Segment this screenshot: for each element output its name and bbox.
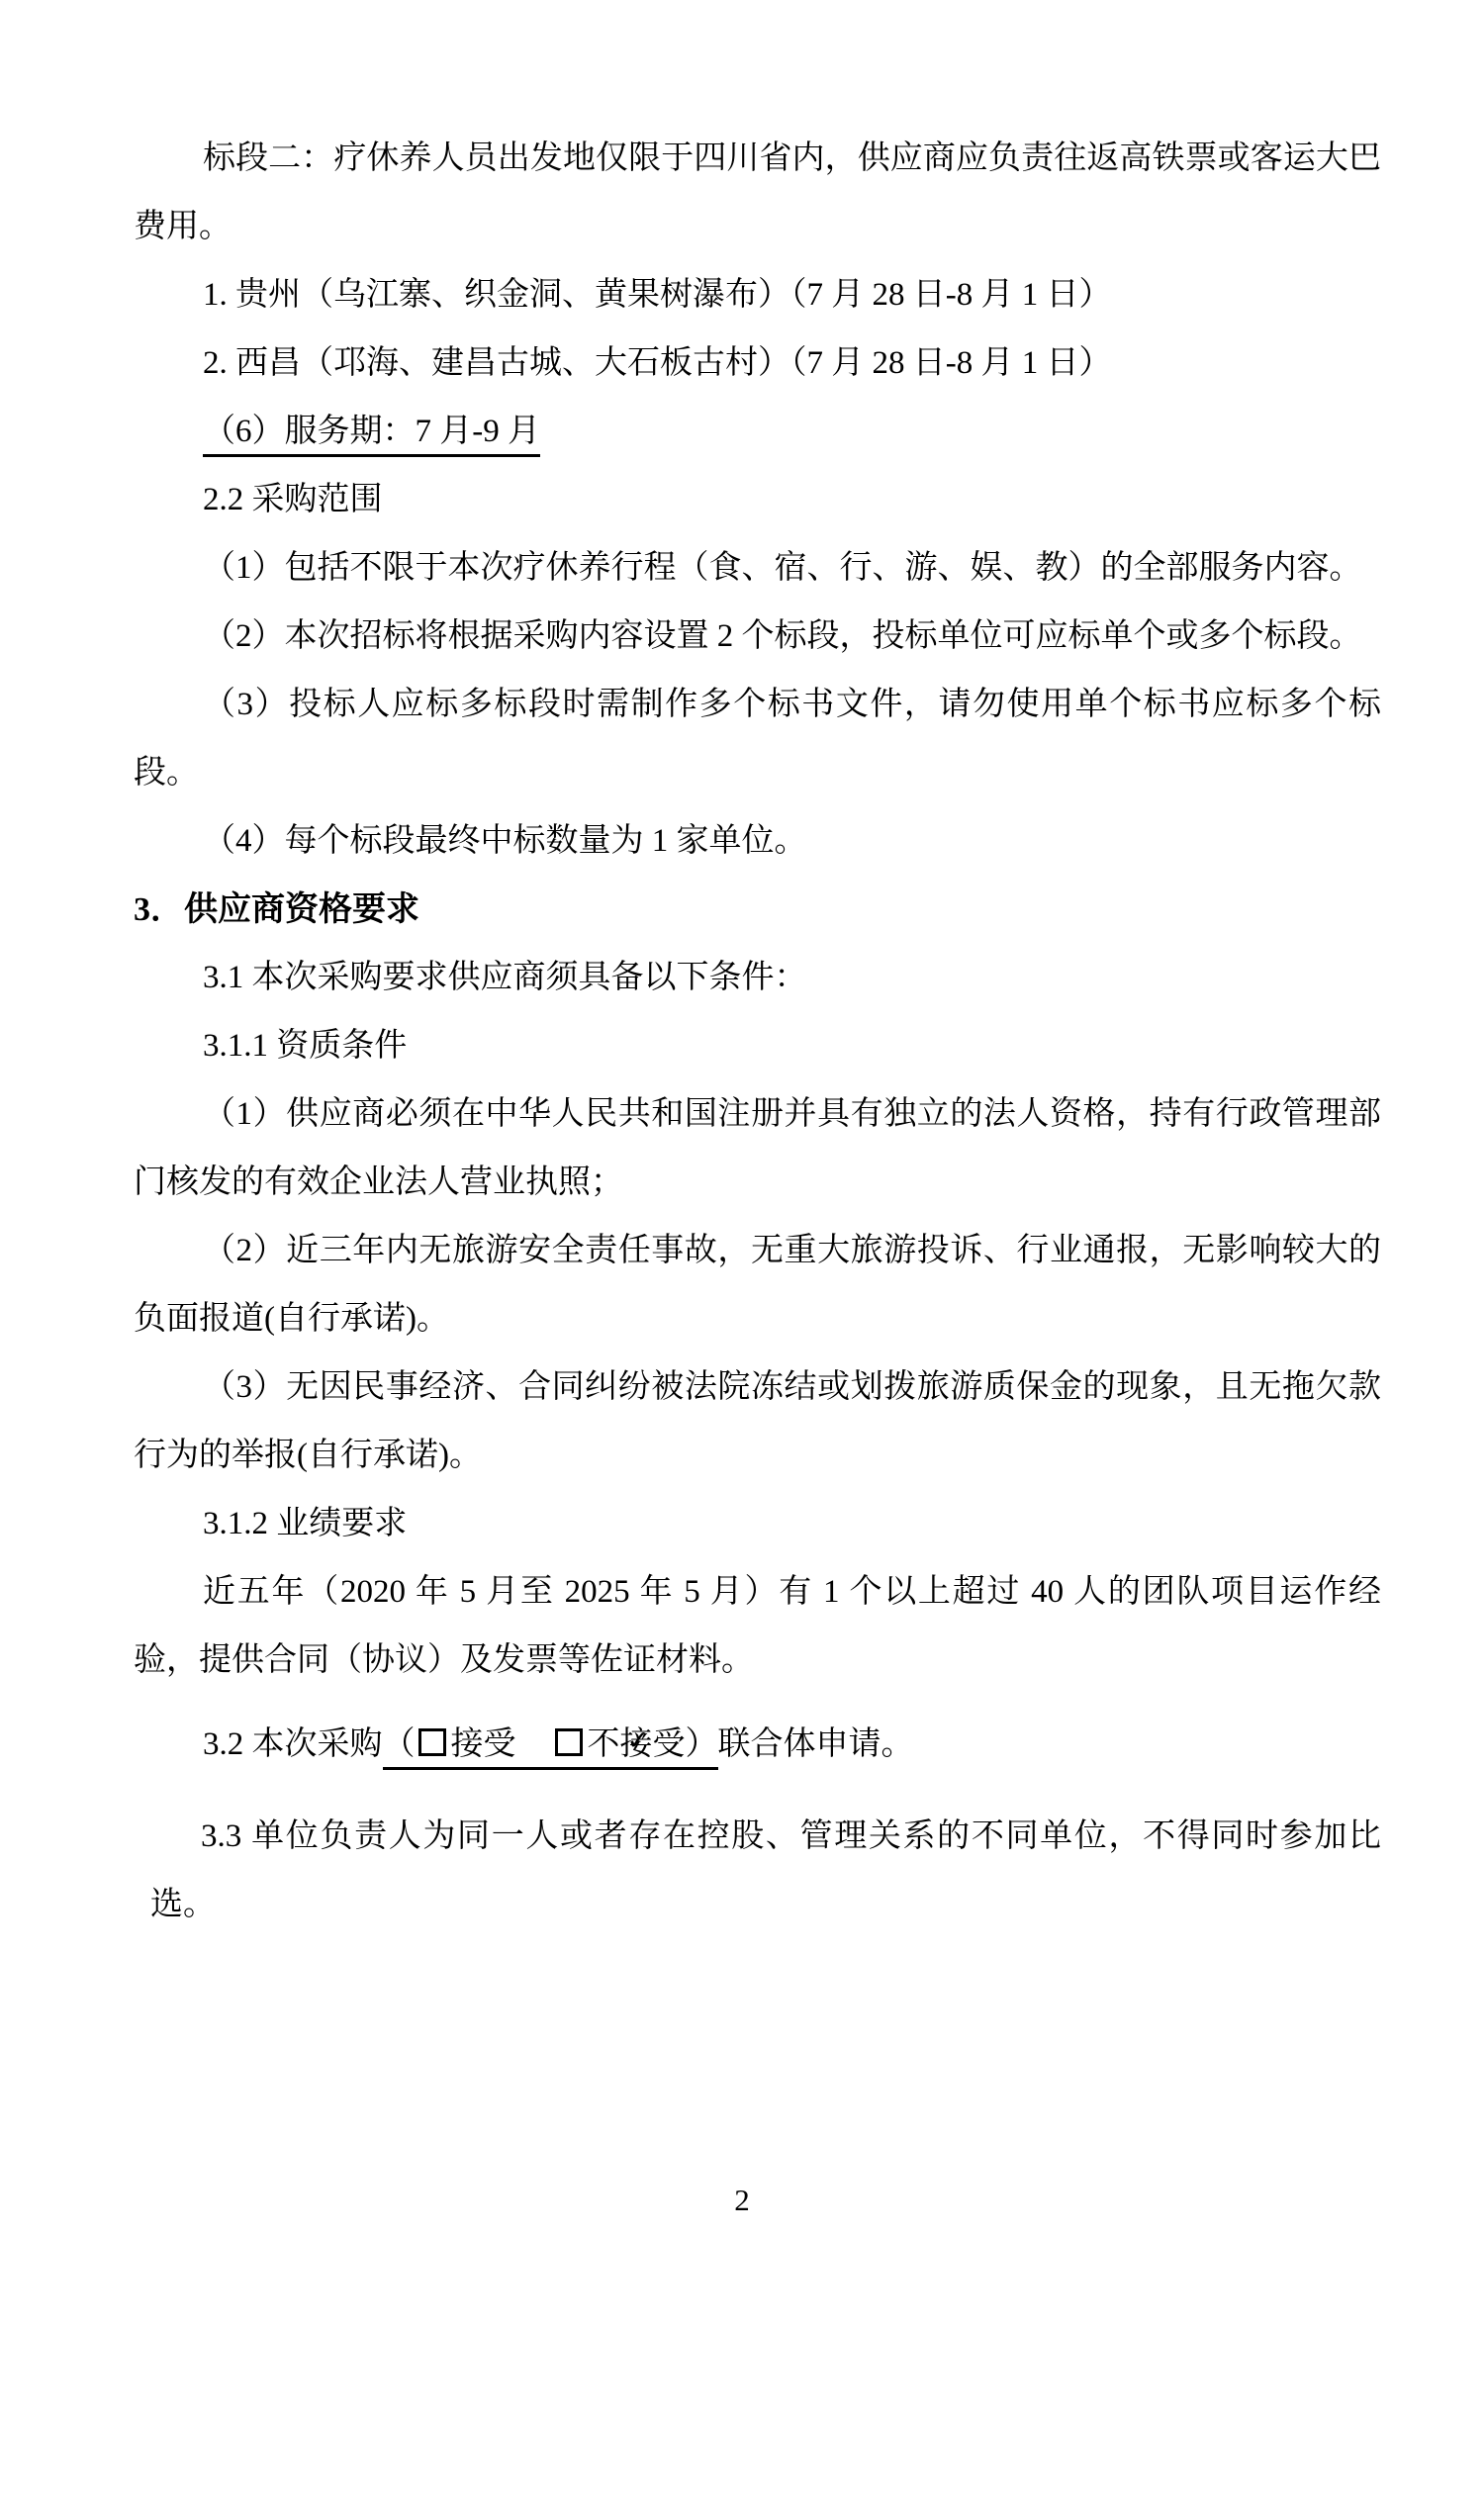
- close-paren: ）: [685, 1726, 718, 1762]
- section-heading-2-2: 2.2 采购范围: [203, 482, 383, 517]
- paragraph-scope-item-2: （2）本次招标将根据采购内容设置 2 个标段，投标单位可应标单个或多个标段。: [203, 618, 1362, 654]
- list-item-xichang: 2. 西昌（邛海、建昌古城、大石板古村）（7 月 28 日-8 月 1 日）: [203, 345, 1112, 381]
- paragraph-lot2-intro: 标段二：疗休养人员出发地仅限于四川省内，供应商应负责往返高铁票或客运大巴费用。: [134, 140, 1381, 244]
- paragraph-scope-item-4: （4）每个标段最终中标数量为 1 家单位。: [203, 823, 807, 859]
- list-item-guizhou: 1. 贵州（乌江寨、织金洞、黄果树瀑布）（7 月 28 日-8 月 1 日）: [203, 277, 1112, 313]
- paragraph-scope-item-1: （1）包括不限于本次疗休养行程（食、宿、行、游、娱、教）的全部服务内容。: [203, 550, 1362, 586]
- accept-checkbox-unchecked-icon: [418, 1728, 446, 1756]
- paragraph-3-1: 3.1 本次采购要求供应商须具备以下条件：: [203, 960, 807, 995]
- section-heading-3-1-1: 3.1.1 资质条件: [203, 1028, 408, 1064]
- reject-option-label: 不接受: [587, 1726, 686, 1762]
- paragraph-performance-requirement: 近五年（2020 年 5 月至 2025 年 5 月）有 1 个以上超过 40 人的团队项目运作经验，提供合同（协议）及发票等佐证材料。: [134, 1574, 1381, 1678]
- paragraph-qualification-3: （3）无因民事经济、合同纠纷被法院冻结或划拨旅游质保金的现象，且无拖欠款行为的举报(自行承诺)。: [134, 1369, 1381, 1473]
- paragraph-qualification-2: （2）近三年内无旅游安全责任事故，无重大旅游投诉、行业通报，无影响较大的负面报道(自行承诺)。: [134, 1233, 1381, 1337]
- paragraph-qualification-1: （1）供应商必须在中华人民共和国注册并具有独立的法人资格，持有行政管理部门核发的有效企业法人营业执照；: [134, 1096, 1381, 1200]
- paragraph-3-2-prefix: 3.2 本次采购: [203, 1726, 383, 1762]
- page-number: 2: [734, 2183, 750, 2217]
- open-paren: （: [382, 1726, 416, 1762]
- paragraph-3-2-suffix: 联合体申请。: [717, 1726, 914, 1762]
- accept-option-label: 接受: [450, 1726, 516, 1762]
- paragraph-3-2-consortium: [134, 1711, 1381, 1779]
- document-body: [134, 125, 1381, 1939]
- paragraph-service-period: [134, 398, 1381, 466]
- consortium-choice-underlined-group: [383, 1726, 718, 1770]
- paragraph-scope-item-3: （3）投标人应标多标段时需制作多个标书文件，请勿使用单个标书应标多个标段。: [134, 687, 1381, 791]
- section-heading-supplier-qualifications: 3．供应商资格要求: [134, 891, 419, 928]
- section-heading-3-1-2: 3.1.2 业绩要求: [203, 1506, 408, 1541]
- service-period-underlined-text: （6）服务期：7 月-9 月: [203, 414, 540, 457]
- reject-checkbox-checked-icon: [555, 1728, 583, 1756]
- paragraph-3-3: 3.3 单位负责人为同一人或者存在控股、管理关系的不同单位，不得同时参加比选。: [150, 1818, 1381, 1922]
